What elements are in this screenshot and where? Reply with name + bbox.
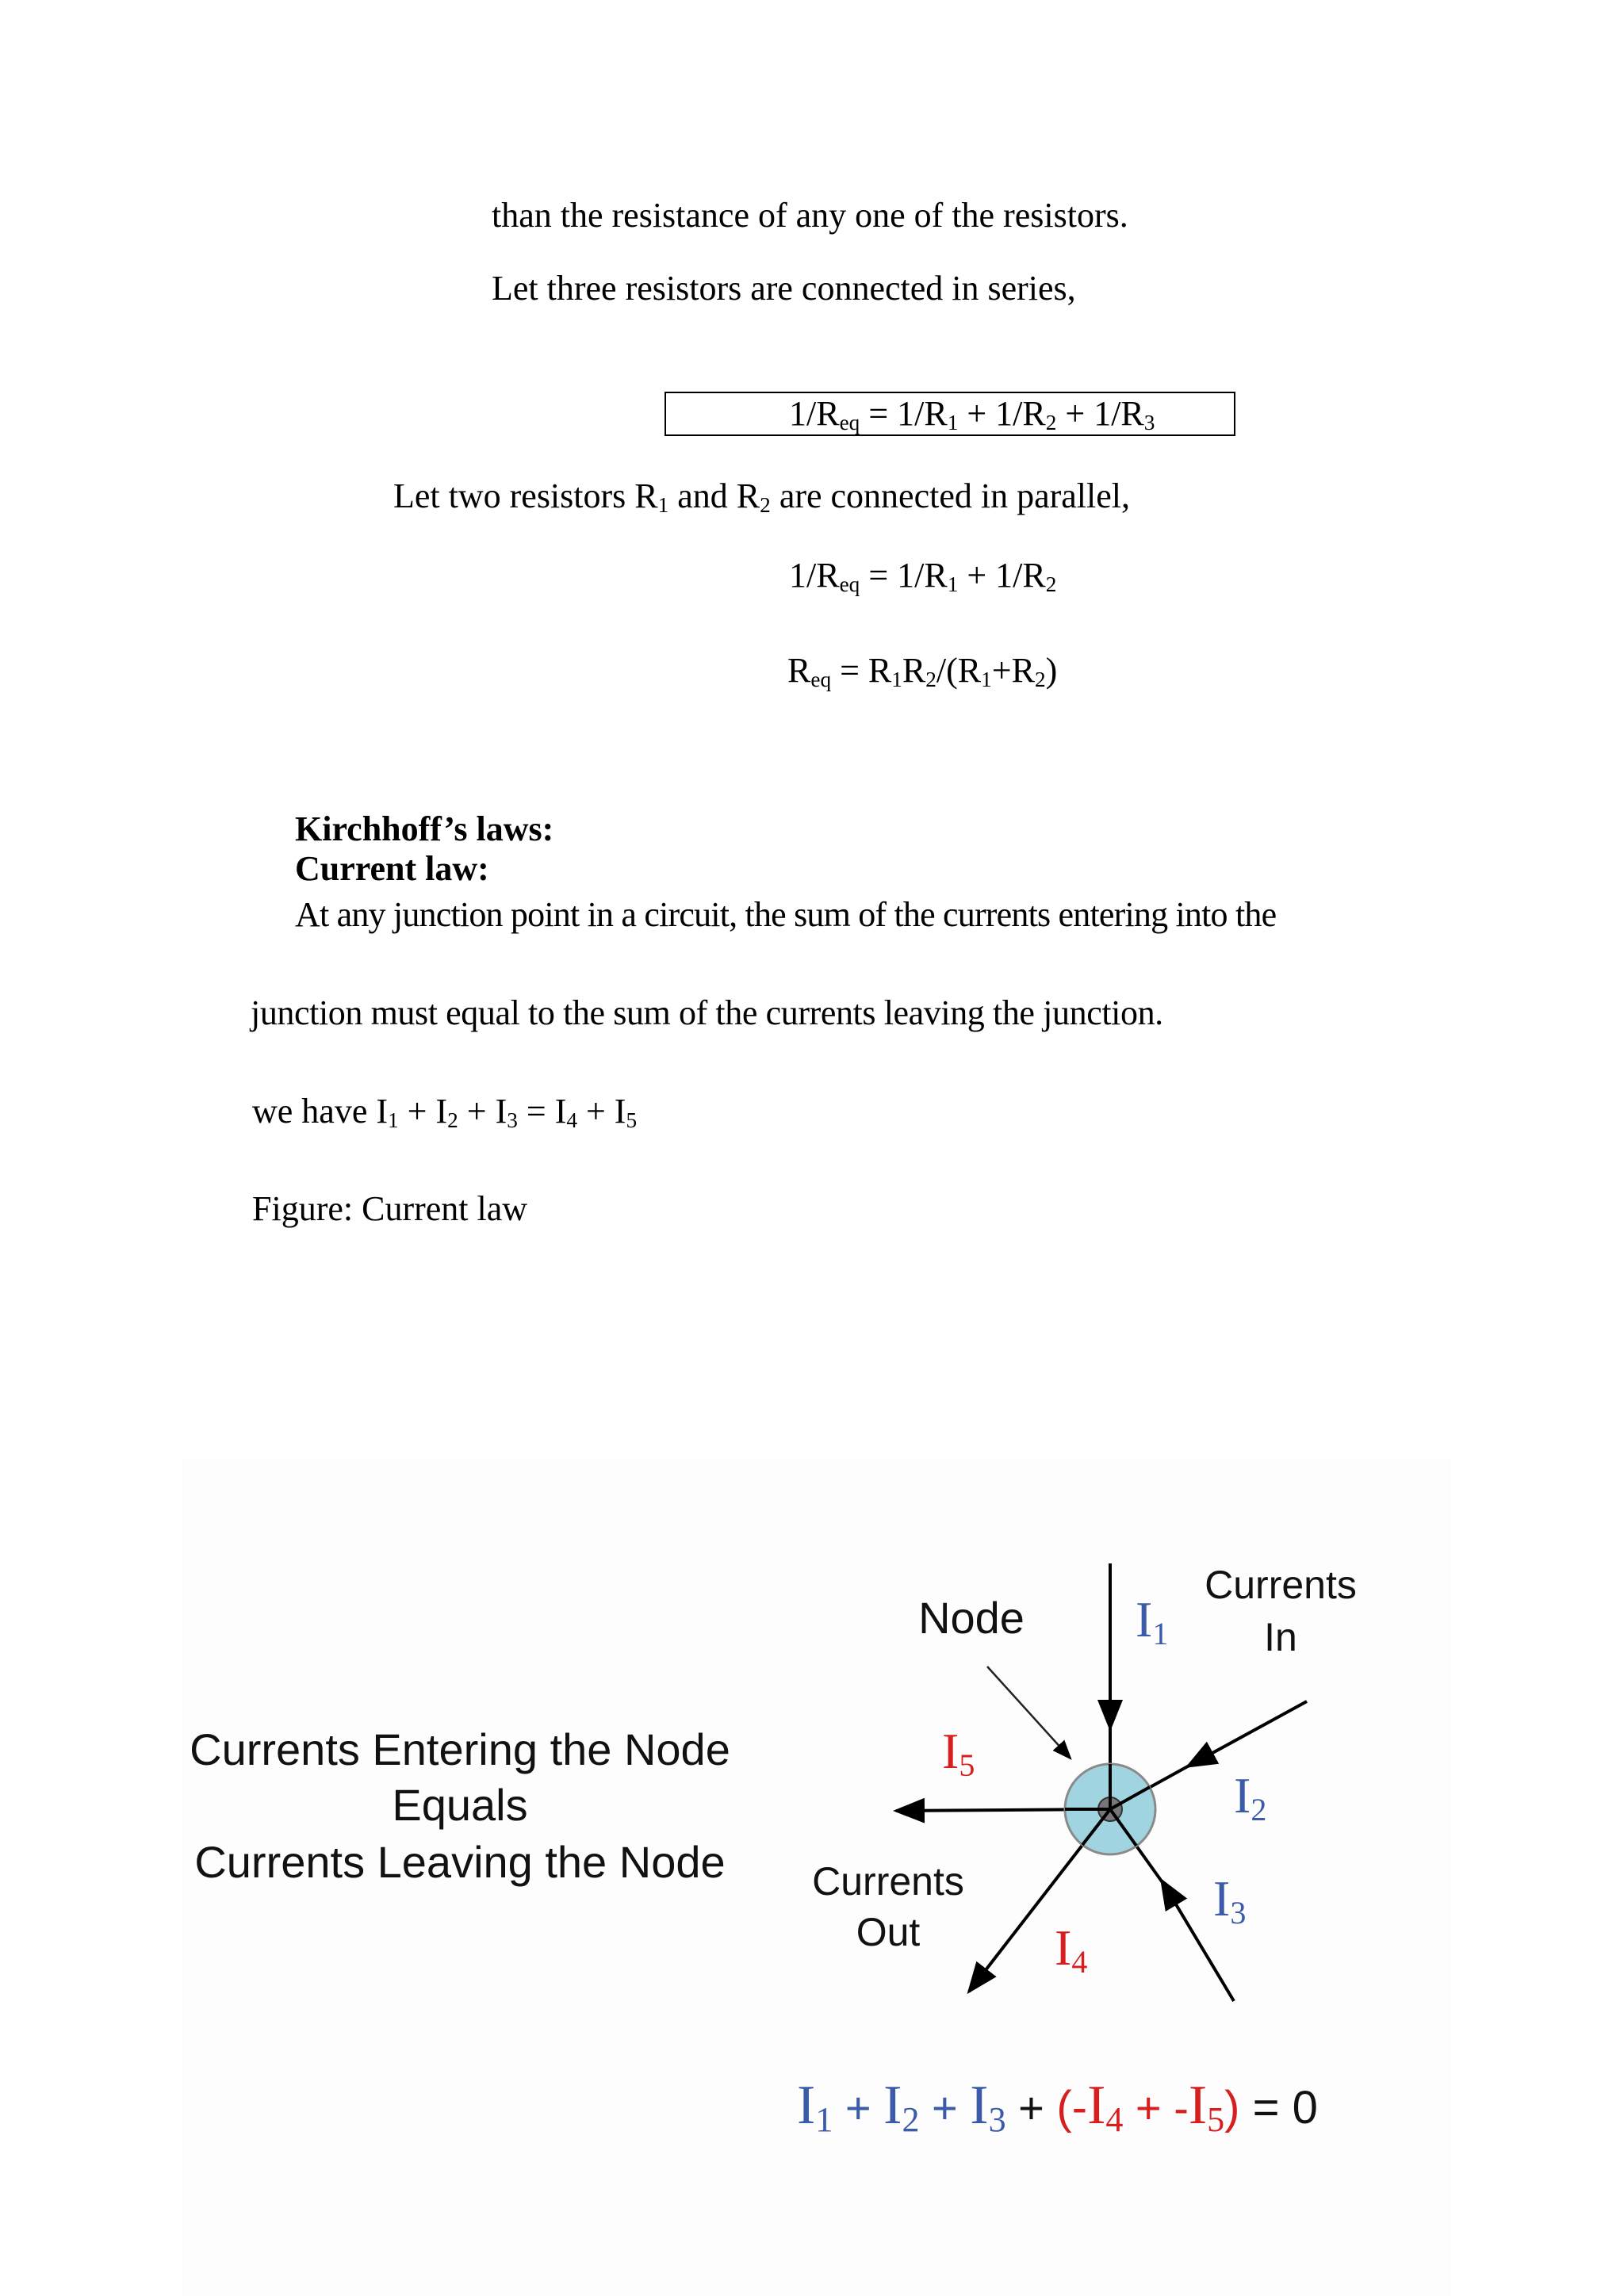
figure-text-leaving: Currents Leaving the Node bbox=[194, 1837, 726, 1887]
we-have-equation: we have $I_1 + I_2 + I_3 = I_4 + I_5$ bbox=[252, 1092, 638, 1132]
label-i5: I5 bbox=[942, 1723, 975, 1783]
text-line-series: Let three resistors are connected in series, bbox=[492, 269, 1076, 308]
kcl-equation: I1 + I2 + I3 + (-I4 + -I5) = 0 bbox=[797, 2075, 1318, 2139]
node-label: Node bbox=[918, 1593, 1025, 1643]
paragraph-line-2: junction must equal to the sum of the currents leaving the junction. bbox=[251, 993, 1163, 1032]
text-line-parallel: Let two resistors $R_1$ and $R_2$ are connected in parallel, bbox=[393, 476, 1131, 517]
paragraph-line-1: At any junction point in a circuit, the sum of the currents entering into the bbox=[295, 895, 1277, 934]
currents-in-label-1: Currents bbox=[1205, 1563, 1357, 1607]
equation-series: $1/R_{eq} = 1/R_1 + 1/R_2 + 1/R_3$ bbox=[789, 394, 1155, 434]
figure-caption: Figure: Current law bbox=[252, 1189, 528, 1228]
label-i1: I1 bbox=[1136, 1591, 1169, 1651]
equation-parallel-2: $R_{eq} = R_1R_2/(R_1+R_2)$ bbox=[787, 651, 1058, 691]
currents-out-label-1: Currents bbox=[812, 1859, 964, 1904]
currents-out-label-2: Out bbox=[856, 1910, 921, 1954]
heading-kirchhoff: Kirchhoff’s laws: bbox=[295, 809, 554, 848]
currents-in-label-2: In bbox=[1264, 1615, 1297, 1659]
label-i2: I2 bbox=[1234, 1767, 1267, 1827]
equation-parallel-1: $1/R_{eq} = 1/R_1 + 1/R_2$ bbox=[789, 556, 1057, 596]
label-i3: I3 bbox=[1213, 1870, 1247, 1931]
figure-text-equals: Equals bbox=[392, 1780, 528, 1830]
text-line-resistance: than the resistance of any one of the resistors. bbox=[492, 196, 1128, 235]
figure-text-entering: Currents Entering the Node bbox=[190, 1724, 730, 1774]
label-i4: I4 bbox=[1055, 1919, 1088, 1980]
heading-current-law: Current law: bbox=[295, 849, 489, 888]
